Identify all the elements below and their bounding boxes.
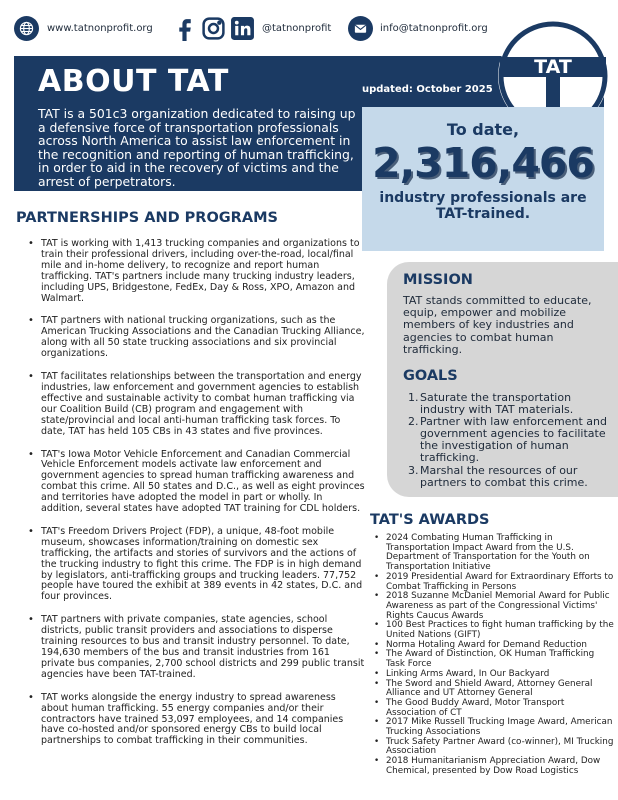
goal-number: 3. <box>408 463 419 477</box>
facebook-icon[interactable] <box>172 16 197 41</box>
mission-heading: MISSION <box>403 272 473 288</box>
goals-heading: GOALS <box>403 368 458 384</box>
goal-number: 2. <box>408 415 419 429</box>
award-item: • 100 Best Practices to fight human trafficking by the United Nations (GIFT) <box>370 621 615 640</box>
linkedin-icon[interactable] <box>230 16 255 41</box>
stats-lead: To date, <box>446 120 520 139</box>
instagram-icon[interactable] <box>201 16 226 41</box>
list-item: • TAT's Freedom Drivers Project (FDP), a unique, 48-foot mobile museum, showcases information/training on domestic sex trafficking, the artifacts and stories of survivors and the actions of the trucking industry to fight this crime. The FDP is in high demand by legislators, anti-trafficking groups and trucking leaders. 77,752 people have toured the exhibit at 389 events in 42 states, D.C. and four provinces. <box>25 527 365 603</box>
list-item: • TAT facilitates relationships between the transportation and energy industries, law enforcement and government agencies to establish effective and sustainable activity to combat human trafficking via our Coalition Build (CB) program and engagement with state/provincial and local anti-human trafficking task forces. To date, TAT has held 105 CBs in 43 states and five provinces. <box>25 372 365 437</box>
award-item: • Linking Arms Award, In Our Backyard <box>370 670 615 680</box>
award-item: • 2019 Presidential Award for Extraordinary Efforts to Combat Trafficking in Persons <box>370 573 615 592</box>
award-item: • 2017 Mike Russell Trucking Image Award, American Trucking Associations <box>370 718 615 737</box>
stats-caption: industry professionals are TAT-trained. <box>379 190 587 222</box>
goal-item <box>408 392 608 416</box>
goals-list <box>408 392 608 489</box>
logo-text: TAT <box>534 56 572 78</box>
list-item: • TAT's Iowa Motor Vehicle Enforcement and Canadian Commercial Vehicle Enforcement models activate law enforcement and government agencies to spread human trafficking awareness and combat this crime. All 50 states and D.C., as well as eight provinces and territories have adopted the model in part or wholly. In addition, several states have adopted TAT training for CDL holders. <box>25 450 365 515</box>
award-item: • The Sword and Shield Award, Attorney General Alliance and UT Attorney General <box>370 680 615 699</box>
goal-text: Marshal the resources of our partners to combat this crime. <box>420 463 588 489</box>
award-item: • 2018 Suzanne McDaniel Memorial Award for Public Awareness as part of the Congressional Victims' Rights Caucus Awards <box>370 592 615 621</box>
award-item: • Norma Hotaling Award for Demand Reduction <box>370 641 615 651</box>
award-item: • The Good Buddy Award, Motor Transport Association of CT <box>370 699 615 718</box>
mission-text: TAT stands committed to educate, equip, empower and mobilize members of key industries and agencies to combat human trafficking. <box>403 294 592 356</box>
programs-list <box>25 239 365 747</box>
programs-heading: PARTNERSHIPS AND PROGRAMS <box>16 210 278 226</box>
page-title: ABOUT TAT <box>38 64 229 99</box>
list-item: • TAT partners with private companies, state agencies, school districts, public transit providers and associations to disperse training resources to bus and transit industry personnel. To date, 194,630 members of the bus and transit industries from 161 private bus companies, 2,700 school districts and 299 public transit agencies have been TAT-trained. <box>25 615 365 680</box>
goal-item <box>408 465 608 489</box>
trained-count: 2,316,466 <box>372 139 594 187</box>
envelope-icon <box>348 16 373 41</box>
award-item: • 2018 Humanitarianism Appreciation Award, Dow Chemical, presented by Dow Road Logistics <box>370 757 615 776</box>
award-item: • Truck Safety Partner Award (co-winner), MI Trucking Association <box>370 738 615 757</box>
goal-number: 1. <box>408 391 419 404</box>
goal-text: Partner with law enforcement and government agencies to facilitate the investigation of human trafficking. <box>420 415 607 465</box>
awards-heading: TAT'S AWARDS <box>370 512 490 528</box>
stats-card <box>362 107 604 251</box>
list-item: • TAT works alongside the energy industry to spread awareness about human trafficking. 55 energy companies and/or their contractors have trained 53,097 employees, and 14 companies have co-hosted and/or sponsored energy CBs to build local partnerships to combat trafficking in their communities. <box>25 693 365 748</box>
updated-date: updated: October 2025 <box>362 84 493 95</box>
intro-text: TAT is a 501c3 organization dedicated to raising up a defensive force of transportation professionals across North America to assist law enforcement in the recognition and reporting of human trafficking, in order to aid in the recovery of victims and the arrest of perpetrators. <box>38 106 356 189</box>
email-link[interactable]: info@tatnonprofit.org <box>380 23 488 34</box>
globe-icon <box>14 16 39 41</box>
awards-list <box>370 534 615 777</box>
award-item: • The Award of Distinction, OK Human Trafficking Task Force <box>370 650 615 669</box>
goal-item <box>408 416 608 464</box>
social-handle[interactable]: @tatnonprofit <box>262 23 332 34</box>
list-item: • TAT partners with national trucking organizations, such as the American Trucking Associations and the Canadian Trucking Alliance, along with all 50 state trucking associations and six provincial organizations. <box>25 316 365 360</box>
website-link[interactable]: www.tatnonprofit.org <box>47 23 153 34</box>
list-item: • TAT is working with 1,413 trucking companies and organizations to train their professional drivers, including over-the-road, local/final mile and in-home delivery, to recognize and report human trafficking. TAT's partners include many trucking industry leaders, including UPS, Bridgestone, FedEx, Day & Ross, XPO, Amazon and Walmart. <box>25 239 365 304</box>
award-item: • 2024 Combating Human Trafficking in Transportation Impact Award from the U.S. Department of Transportation for the Youth on Transportation Initiative <box>370 534 615 573</box>
goal-text: Saturate the transportation industry with TAT materials. <box>420 391 574 417</box>
